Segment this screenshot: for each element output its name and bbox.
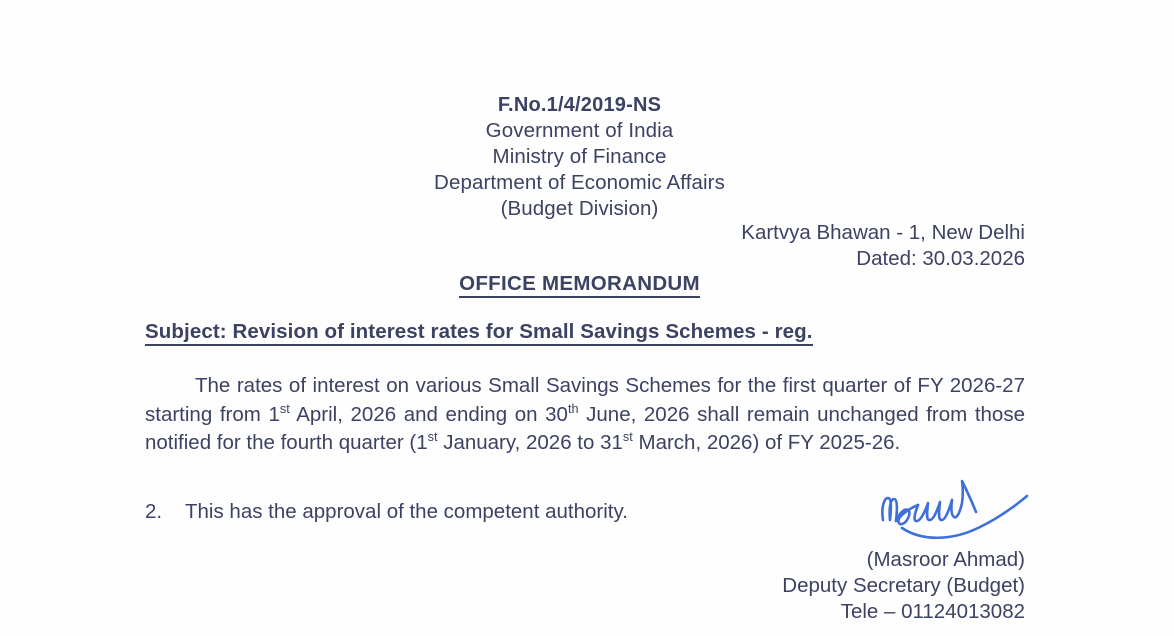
paragraph-one-part-2: April, 2026 and ending on 30 [289,402,568,426]
address-date-block [741,220,1025,272]
header-line-department: Department of Economic Affairs [434,171,725,194]
paragraph-two-number: 2. [145,500,163,523]
signatory-name: (Masroor Ahmad) [866,548,1025,571]
document-title-text: OFFICE MEMORANDUM [459,272,700,298]
ordinal-suffix-2: th [567,400,579,416]
paragraph-one-part-5: March, 2026) of FY 2025-26. [632,431,901,454]
ordinal-suffix-1: st [279,400,290,416]
ordinal-suffix-3: st [427,429,438,445]
file-number: F.No.1/4/2019-NS [497,94,662,116]
paragraph-one-part-1: The rates of interest on various Small Savings Schemes for the first quarter of FY 2026-27 starting from 1 [145,374,1025,426]
subject-text: Subject: Revision of interest rates for Small Savings Schemes - reg. [145,320,813,346]
paragraph-two [145,498,1025,526]
letterhead-block [0,92,1159,222]
document-title [0,272,1159,296]
paragraph-two-text: This has the approval of the competent authority. [185,500,628,523]
signature-block [782,547,1025,625]
paragraph-one-part-3: June, 2026 shall remain unchanged from those notified for the fourth quarter (1 [145,402,1025,454]
header-line-division: (Budget Division) [500,197,659,220]
ordinal-suffix-4: st [622,429,633,445]
signatory-telephone: Tele – 01124013082 [840,600,1025,623]
office-address: Kartvya Bhawan - 1, New Delhi [741,221,1025,244]
header-line-government: Government of India [485,119,674,142]
signatory-designation: Deputy Secretary (Budget) [782,574,1025,597]
subject-line [145,320,813,344]
paragraph-one-part-4: January, 2026 to 31 [437,431,623,454]
document-date: Dated: 30.03.2026 [856,247,1025,270]
header-line-ministry: Ministry of Finance [492,145,667,168]
paragraph-one [145,372,1025,458]
